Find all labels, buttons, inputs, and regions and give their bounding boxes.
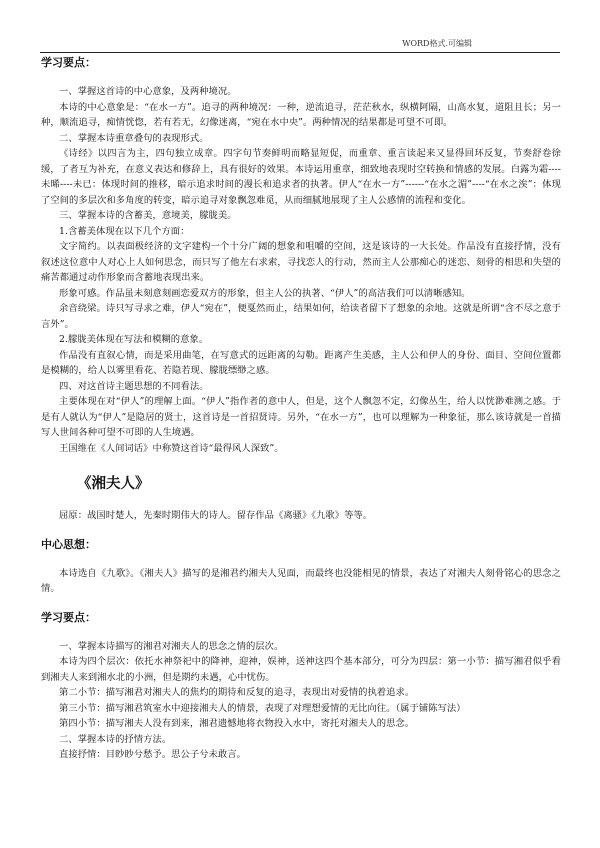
document-body [41,56,561,763]
paragraph: 第二小节：描写湘君对湘夫人的焦灼的期待和反复的追寻，表现出对爱情的执着追求。 [59,687,415,698]
author-intro: 屈原：战国时楚人，先秦时期伟大的诗人。留存作品《离骚》《九歌》等等。 [59,510,373,521]
paragraph: 二、掌握本诗重章叠句的表现形式。 [59,132,209,144]
paragraph: 三、掌握本诗的含蓄美，意境美，朦胧美。 [59,210,237,221]
page-header [40,38,560,53]
paragraph: 2.朦胧美体现在写法和模糊的意象。 [59,334,209,345]
section-heading-key-points: 学习要点： [41,56,96,69]
section-heading-key-points-2: 学习要点： [41,610,96,624]
paragraph: 第四小节：描写湘夫人没有到来，湘君遗憾地将衣物投入水中，寄托对湘夫人的思念。 [59,718,415,729]
paragraph: 主要体现在对“伊人”的理解上面。“伊人”指作者的意中人，但是，这个人飘忽不定，幻像丛生，给人以恍渺难测之感。于是有人就认为“伊人”是隐居的贤士，这首诗是一首招贤诗。另外，“在水一方”，也可以理解为一种象征，那么该诗就是一首描写人世间各种可望不可即的人生境遇。 [41,396,561,438]
paragraph: 四、对这首诗主题思想的不同看法。 [59,380,209,392]
paragraph: 1.含蓄美体现在以下几个方面： [59,225,190,237]
poem-title: 《湘夫人》 [77,475,150,492]
paragraph: 第三小节：描写湘君筑室水中迎接湘夫人的情景，表现了对理想爱情的无比向往。（属于铺陈写法） [59,702,466,714]
paragraph: 一、掌握本诗描写的湘君对湘夫人的思念之情的层次。 [59,640,284,652]
paragraph: 余音绕梁。诗只写寻求之难，伊人“宛在”，便戛然而止，结果如何，给读者留下了想象的余地。这就是所谓“含不尽之意于言外”。 [41,303,561,330]
paragraph: 形象可感。作品虽未刻意刻画恋爱双方的形象，但主人公的执著、“伊人”的高洁我们可以清晰感知。 [59,287,471,299]
paragraph: 《诗经》以四言为主，四句独立成章。四字句节奏鲜明而略显短促，而重章、重言读起来又显得回环反复，节奏舒卷徐缓，了者互为补充，在意义表达和修辞上，具有很好的效果。本诗运用重章，细致地表现时空转换和情感的发展。白露为霜----未晞----未已：体现时间的推移，暗示追求时间的漫长和追求者的执著。伊人“在水一方”------“在水之湄”----“在水之涘”：体现了空间的多层次和多角度的转变，暗示追寻对象飘忽难觅，从而细腻地展现了主人公感情的流程和变化。 [41,148,561,206]
paragraph: 一、掌握这首诗的中心意象，及两种境况。 [59,86,237,97]
paragraph: 作品没有直叙心情，而是采用曲笔，在写意式的远距离的勾勒。距离产生美感，主人公和伊人的身份、面目、空间位置都是模糊的，给人以雾里看花、若隐若现、朦胧缥缈之感。 [41,349,561,376]
paragraph: 王国维在《人间词话》中称赞这首诗“最得风人深致”。 [59,442,284,454]
paragraph: 本诗选自《九歌》。《湘夫人》描写的是湘君约湘夫人见面，而最终也没能相见的情景，表达了对湘夫人刻骨铭心的思念之情。 [41,567,561,594]
paragraph: 二、掌握本诗的抒情方法。 [59,733,172,745]
section-heading-central-idea: 中心思想： [41,537,96,551]
paragraph: 文字简约。以表面极经济的文字建构一个十分广阔的想象和咀嚼的空间，这是该诗的一大长处。作品没有直接抒情，没有叙述这位意中人对心上人如何思念，而只写了他左右求索，寻找恋人的行动，然而主人公那痴心的迷恋、刻骨的相思和失望的痛苦都通过动作形象而含蓄地表现出来。 [41,241,561,283]
header-label: WORD格式.可编辑 [402,39,472,48]
paragraph: 本诗为四个层次：依托水神祭祀中的降神，迎神，娱神，送神这四个基本部分，可分为四层：第一小节：描写湘君似乎看到湘夫人来到湘水北的小洲，但是期约未遇，心中忧伤。 [41,656,561,683]
paragraph: 本诗的中心意象是：“在水一方”。追寻的两种境况：一种，逆流追寻，茫茫秋水，纵横阿隔，山高水复，道阻且长；另一种，顺流追寻，痴情恍惚，若有若无，幻像迷离，“宛在水中央”。两种情况的结果都是可望不可即。 [41,101,561,128]
paragraph: 直接抒情：目眇眇兮愁予。思公子兮未敢言。 [59,749,246,760]
